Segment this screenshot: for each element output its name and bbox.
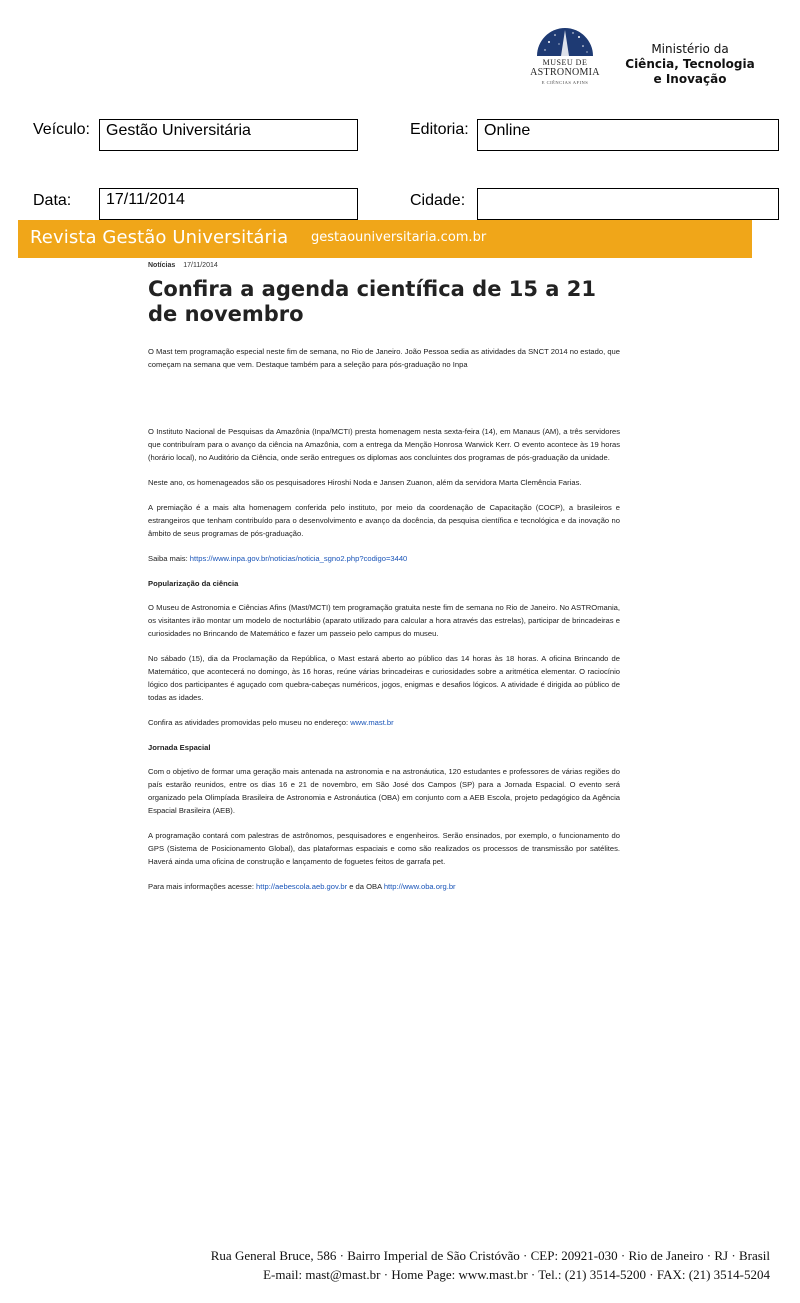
article-body — [148, 425, 620, 893]
paragraph: A premiação é a mais alta homenagem conferida pelo instituto, por meio da coordenação de Capacitação (COCP), a brasileiros e estrangeiros que tenham contribuído para o desenvolvimento e avanço da docência, da pesquisa científica e tecnológica e da inovação no âmbito de seus programas de pós-graduação. — [148, 503, 620, 538]
paragraph: A programação contará com palestras de astrônomos, pesquisadores e engenheiros. Serão ensinados, por exemplo, o funcionamento do GPS (Sistema de Posicionamento Global), das plataformas espaciais e como são realizados os processos de transmissão por satélites. Haverá ainda uma oficina de construção e lançamento de foguetes feitos de garrafa pet. — [148, 831, 620, 866]
link-prefix: Para mais informações acesse: — [148, 882, 257, 891]
footer-contact: E-mail: mast@mast.br · Home Page: www.mast.br · Tel.: (21) 3514-5200 · FAX: (21) 3514-5204 — [263, 1267, 770, 1282]
paragraph — [148, 552, 620, 565]
section-heading: Popularização da ciência — [148, 579, 239, 588]
footer — [0, 1246, 770, 1284]
paragraph: O Instituto Nacional de Pesquisas da Amazônia (Inpa/MCTI) presta homenagem nesta sexta-feira (14), em Manaus (AM), a três servidores que contribuíram para o avanço da ciência na Amazônia, com a entrega da Menção Honrosa Warwick Kerr. O evento acontece às 19 horas (horário local), no Auditório da Ciência, onde serão entregues os diplomas aos concluintes dos programas de pós-graduação da unidade. — [148, 427, 620, 462]
data-label: Data: — [33, 192, 72, 209]
magazine-banner — [18, 220, 752, 258]
editoria-label: Editoria: — [410, 121, 469, 138]
paragraph — [148, 880, 620, 893]
ministry-line3: e Inovação — [653, 72, 727, 86]
mast-logo — [527, 22, 603, 94]
paragraph: Neste ano, os homenageados são os pesquisadores Hiroshi Noda e Jansen Zuanon, além da servidora Marta Clemência Farias. — [148, 478, 582, 487]
magazine-title: Revista Gestão Universitária — [30, 227, 289, 248]
ministry-line2: Ciência, Tecnologia — [625, 57, 755, 71]
article-lead: O Mast tem programação especial neste fim de semana, no Rio de Janeiro. João Pessoa sedia as atividades da SNCT 2014 no estado, que começam na semana que vem. Destaque também para a seleção para pós-graduação no Inpa — [148, 347, 620, 369]
mast-link[interactable]: www.mast.br — [350, 718, 394, 727]
editoria-field[interactable]: Online — [477, 119, 779, 151]
data-field[interactable]: 17/11/2014 — [99, 188, 358, 220]
oba-link[interactable]: http://www.oba.org.br — [383, 882, 456, 891]
article-date: 17/11/2014 — [183, 262, 218, 269]
footer-address: Rua General Bruce, 586 · Bairro Imperial de São Cristóvão · CEP: 20921-030 · Rio de Janeiro · RJ · Brasil — [210, 1248, 770, 1263]
section-heading: Jornada Espacial — [148, 743, 211, 752]
cidade-field[interactable] — [477, 188, 779, 220]
ministry-line1: Ministério da — [651, 42, 729, 56]
article-headline: Confira a agenda científica de 15 a 21 de novembro — [148, 277, 596, 326]
paragraph — [148, 716, 620, 729]
veiculo-label: Veículo: — [33, 121, 90, 138]
magazine-url[interactable]: gestaouniversitaria.com.br — [311, 230, 487, 245]
article-meta — [148, 262, 620, 269]
aeb-link[interactable]: http://aebescola.aeb.gov.br — [256, 882, 348, 891]
observatory-dome-icon — [535, 22, 595, 56]
paragraph: No sábado (15), dia da Proclamação da República, o Mast estará aberto ao público das 14 horas às 18 horas. A oficina Brincando de Matemático, que acontecerá no domingo, às 16 horas, reúne várias brincadeiras e curiosidades sobre a aritmética elementar. O raciocínio lógico dos participantes é aguçado com quebra-cabeças numéricos, jogos, enigmas e desafios lógicos. A atividade é dirigida ao público de todas as idades. — [148, 654, 620, 702]
paragraph: Com o objetivo de formar uma geração mais antenada na astronomia e na astronáutica, 120 estudantes e professores de várias regiões do país estarão reunidos, entre os dias 16 e 21 de novembro, em São José dos Campos (SP) para a Jornada Espacial. O evento será organizado pela Olimpíada Brasileira de Astronomia e Astronáutica (OBA) em conjunto com a AEB Escola, projeto pedagógico da Agência Espacial Brasileira (AEB). — [148, 767, 620, 815]
link-prefix: Confira as atividades promovidas pelo museu no endereço: — [148, 718, 351, 727]
paragraph: O Museu de Astronomia e Ciências Afins (Mast/MCTI) tem programação gratuita neste fim de semana no Rio de Janeiro. No ASTROmania, os visitantes irão montar um modelo de nocturlábio (aparato utilizado para calcular a hora através das estrelas), participar de brincadeiras e curiosidades no Brincando de Matemático e fazer um passeio pelo campus do museu. — [148, 603, 620, 638]
link-prefix: Saiba mais: — [148, 554, 190, 563]
logo-line1: MUSEU DE — [542, 58, 588, 67]
logo-line3: E CIÊNCIAS AFINS — [541, 80, 589, 85]
cidade-label: Cidade: — [410, 192, 466, 209]
link-mid-text: e da OBA — [347, 882, 384, 891]
ministry-logo — [620, 42, 760, 87]
veiculo-field[interactable]: Gestão Universitária — [99, 119, 358, 151]
inpa-link[interactable]: https://www.inpa.gov.br/noticias/noticia_sgno2.php?codigo=3440 — [189, 554, 408, 563]
article-section: Notícias — [148, 262, 176, 269]
article — [148, 262, 620, 905]
logo-line2: ASTRONOMIA — [530, 67, 600, 78]
